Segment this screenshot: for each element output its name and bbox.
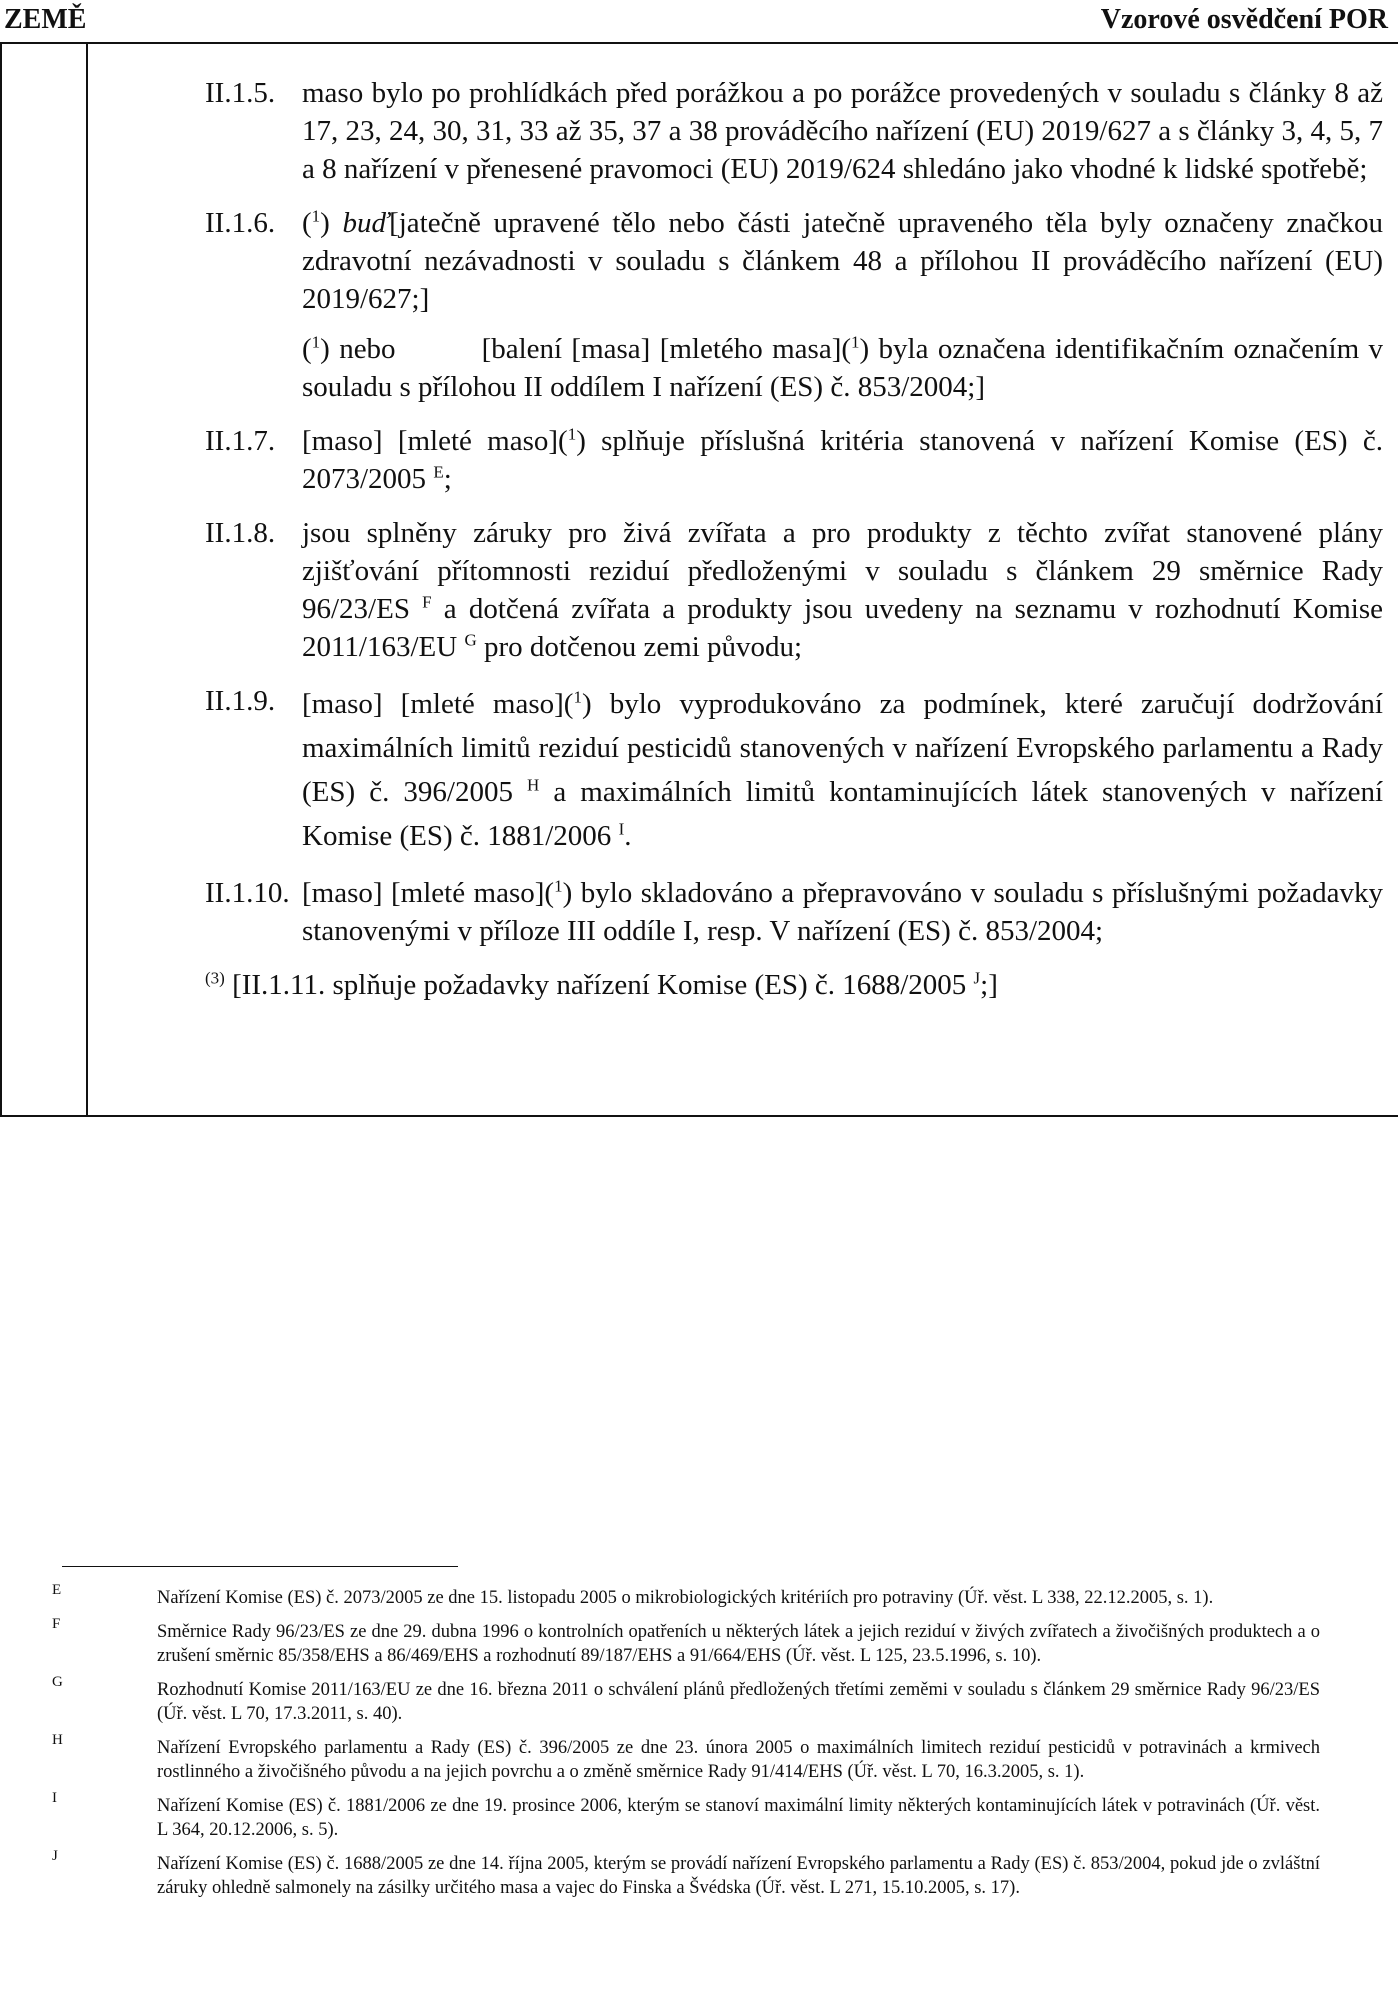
footnote-ref: G xyxy=(464,630,477,650)
footnote-ref: E xyxy=(433,462,444,482)
footnote-letter: I xyxy=(52,1790,57,1806)
footnote-ref: I xyxy=(618,819,625,839)
clause-number: II.1.9. xyxy=(205,685,276,717)
footnote-text: Nařízení Evropského parlamentu a Rady (ES) č. 396/2005 ze dne 23. února 2005 o maximálních limitech reziduí pesticidů v potravinách a krmivech rostlinného a živočišného původu a na jejich povrchu a o změně směrnice Rady 91/414/EHS (Úř. věst. L 70, 16.3.2005, s. 1). xyxy=(157,1738,1320,1782)
footnote-text: Směrnice Rady 96/23/ES ze dne 29. dubna 1996 o kontrolních opatřeních u některých látek a jejich reziduí v živých zvířatech a živočišných produktech a o zrušení směrnic 85/358/EHS a 86/469/EHS a rozhodnutí 89/187/EHS a 91/664/EHS (Úř. věst. L 125, 23.5.1996, s. 10). xyxy=(157,1622,1320,1666)
footnote-letter: G xyxy=(52,1674,63,1690)
footnote-letter: J xyxy=(52,1848,58,1864)
footnote-ref: F xyxy=(422,592,432,612)
clause-text: maso bylo po prohlídkách před porážkou a po porážce provedených v souladu s články 8 až 17, 23, 24, 30, 31, 33 až 35, 37 a 38 prováděcího nařízení (EU) 2019/627 a s články 3, 4, 5, 7 a 8 nařízení v přenesené pravomoci (EU) 2019/624 shledáno jako vhodné k lidské spotřebě; xyxy=(302,77,1383,185)
clause-ii-1-7 xyxy=(205,422,1383,498)
footnote-text: Nařízení Komise (ES) č. 1881/2006 ze dne 19. prosince 2006, kterým se stanoví maximální limity některých kontaminujících látek v potravinách (Úř. věst. L 364, 20.12.2006, s. 5). xyxy=(157,1796,1320,1840)
footnote-ref: 1 xyxy=(554,876,563,896)
footnote-ref: 1 xyxy=(311,332,321,352)
footnote-i xyxy=(52,1790,1320,1842)
footnote-h xyxy=(52,1732,1320,1784)
footnote-letter: H xyxy=(52,1732,63,1748)
footnote-ref: H xyxy=(527,775,540,795)
clause-alternative: ($^1$) nebo [balení [masa] [mletého masa]($^1$) byla označena identifikačním označením v souladu s přílohou II oddílem I nařízení (ES) č. 853/2004;] xyxy=(302,332,1383,403)
clause-text: [maso] [mleté maso]($^1$) splňuje příslušná kritéria stanovená v nařízení Komise (ES) č. 2073/2005 $^E$; xyxy=(302,424,1383,495)
clause-ii-1-5 xyxy=(205,74,1383,188)
clause-text: [maso] [mleté maso]($^1$) bylo skladováno a přepravováno v souladu s příslušnými požadavky stanovenými v příloze III oddíle I, resp. V nařízení (ES) č. 853/2004; xyxy=(302,876,1383,947)
clause-ii-1-9 xyxy=(205,682,1383,858)
clause-ii-1-10 xyxy=(205,874,1383,950)
certificate-content xyxy=(205,74,1383,1004)
clause-number: II.1.8. xyxy=(205,517,276,549)
footnote-ref: 1 xyxy=(311,206,321,226)
alternative-text-end: ) byla označena identifikačním označením v souladu s přílohou II oddílem I nařízení (ES) č. 853/2004;] xyxy=(302,333,1383,403)
header-country: ZEMĚ xyxy=(4,4,87,35)
footnote-ref: 1 xyxy=(573,687,582,707)
alternative-word: nebo xyxy=(339,333,396,365)
clause-number: II.1.5. xyxy=(205,77,276,109)
clause-italic: buď xyxy=(342,207,390,239)
footnote-letter: F xyxy=(52,1616,61,1632)
optional-marker: (3) xyxy=(205,968,225,988)
footnote-ref: J xyxy=(973,968,981,988)
clause-text-body: [jatečně upravené tělo nebo části jatečně upraveného těla byly označeny značkou zdravotní nezávadnosti v souladu s článkem 48 a přílohou II prováděcího nařízení (EU) 2019/627;] xyxy=(302,207,1383,315)
footnote-f xyxy=(52,1616,1320,1668)
clause-ii-1-6 xyxy=(205,204,1383,406)
footnote-text: Nařízení Komise (ES) č. 2073/2005 ze dne 15. listopadu 2005 o mikrobiologických kritériích pro potraviny (Úř. věst. L 338, 22.12.2005, s. 1). xyxy=(157,1588,1214,1608)
clause-text: [maso] [mleté maso]($^1$) bylo vyprodukováno za podmínek, které zaručují dodržování maximálních limitů reziduí pesticidů stanovených v nařízení Evropského parlamentu a Rady (ES) č. 396/2005 $^H$ a maximálních limitů kontaminujících látek stanovených v nařízení Komise (ES) č. 1881/2006 $^I$. xyxy=(302,687,1384,852)
clause-text: [II.1.11. splňuje požadavky nařízení Komise (ES) č. 1688/2005 xyxy=(232,969,967,1001)
clause-number: II.1.10. xyxy=(205,877,290,909)
footnote-g xyxy=(52,1674,1320,1726)
alternative-text: [balení [masa] [mletého masa]( xyxy=(481,333,852,365)
clause-ii-1-8 xyxy=(205,514,1383,666)
header-certificate-title: Vzorové osvědčení POR xyxy=(1100,4,1388,35)
clause-text: jsou splněny záruky pro živá zvířata a pro produkty z těchto zvířat stanovené plány zjišťování přítomnosti reziduí předloženými v souladu s článkem 29 směrnice Rady 96/23/ES $^F$ a dotčená zvířata a produkty jsou uvedeny na seznamu v rozhodnutí Komise 2011/163/EU $^G$ pro dotčenou zemi původu; xyxy=(302,517,1384,663)
footnote-e xyxy=(52,1582,1320,1610)
frame-column-divider xyxy=(86,42,88,1115)
footnote-text: Nařízení Komise (ES) č. 1688/2005 ze dne 14. října 2005, kterým se provádí nařízení Evropského parlamentu a Rady (ES) č. 853/2004, pokud jde o zvláštní záruky ohledně salmonely na zásilky určitého masa a vajec do Finska a Švédska (Úř. věst. L 271, 15.10.2005, s. 17). xyxy=(157,1854,1320,1898)
footnote-ref: 1 xyxy=(567,424,577,444)
footnote-separator xyxy=(62,1566,458,1567)
footnote-text: Rozhodnutí Komise 2011/163/EU ze dne 16. března 2011 o schválení plánů předložených třetími zeměmi v souladu s článkem 29 směrnice Rady 96/23/ES (Úř. věst. L 70, 17.3.2011, s. 40). xyxy=(157,1680,1320,1724)
clause-ii-1-11: $^{(3)}$ [II.1.11. splňuje požadavky nařízení Komise (ES) č. 1688/2005 $^J$;] xyxy=(205,968,998,1001)
clause-text: ($^1$) buď[jatečně upravené tělo nebo části jatečně upraveného těla byly označeny značkou zdravotní nezávadnosti v souladu s článkem 48 a přílohou II prováděcího nařízení (EU) 2019/627;] ($^1$) nebo [balení [masa] [mletého masa]($^1$) byla označena identifikačním označením v souladu s přílohou II oddílem I nařízení (ES) č. 853/2004;] xyxy=(302,204,1383,406)
footnote-j xyxy=(52,1848,1320,1900)
clause-number: II.1.6. xyxy=(205,207,276,239)
footnote-ref: 1 xyxy=(851,332,860,352)
footnotes xyxy=(52,1582,1320,1910)
footnote-letter: E xyxy=(52,1582,62,1598)
clause-number: II.1.7. xyxy=(205,425,276,457)
